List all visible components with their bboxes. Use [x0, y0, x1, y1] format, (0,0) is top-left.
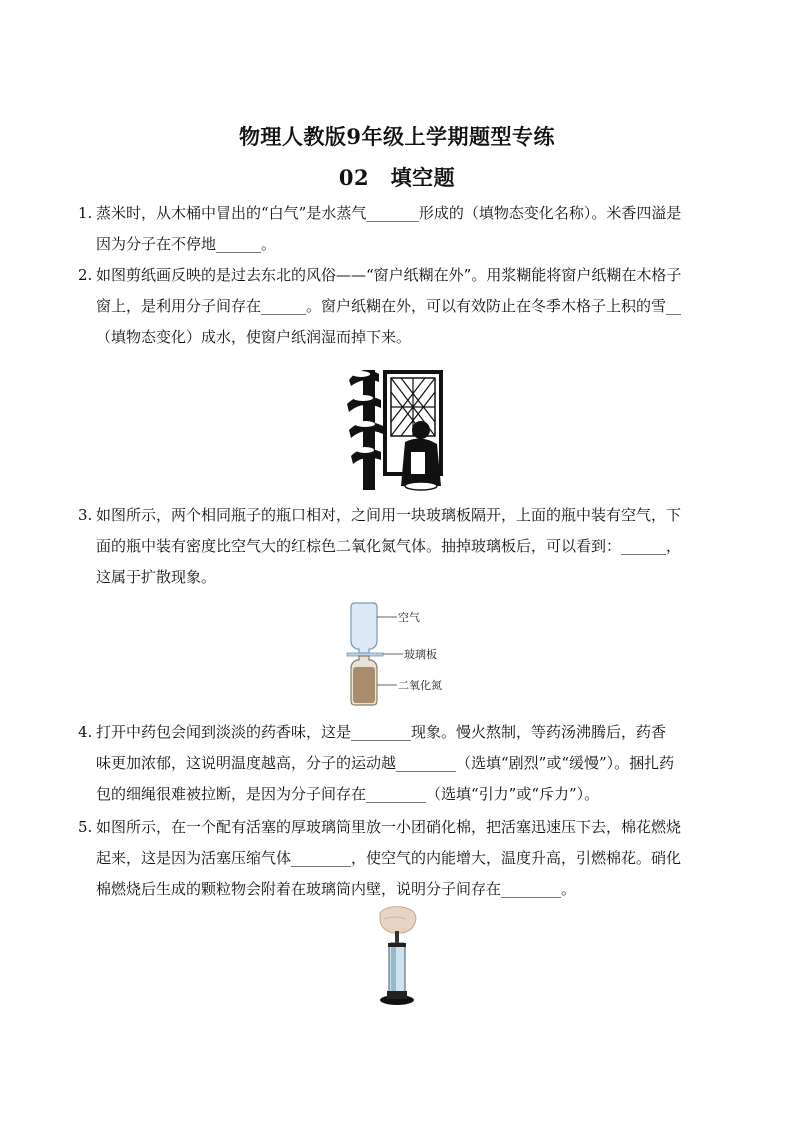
question-line: 如图所示，在一个配有活塞的厚玻璃筒里放一小团硝化棉，把活塞迅速压下去，棉花燃烧 — [96, 818, 682, 836]
question-4 — [78, 717, 728, 810]
question-line: 味更加浓郁，这说明温度越高，分子的运动越________（选填“剧烈”或“缓慢”）。捆扎药 — [96, 754, 675, 772]
page-title: 物理人教版9年级上学期题型专练 — [238, 124, 556, 149]
section-title: 02 填空题 — [338, 165, 456, 190]
question-line: 蒸米时，从木桶中冒出的“白气”是水蒸气_______形成的（填物态变化名称）。米香四溢是 — [96, 204, 682, 222]
question-line: 如图所示，两个相同瓶子的瓶口相对，之间用一块玻璃板隔开，上面的瓶中装有空气，下 — [96, 506, 682, 524]
question-line: （填物态变化）成水，使窗户纸润湿而掉下来。 — [96, 328, 412, 346]
piston-tube-figure — [372, 905, 422, 1007]
question-5 — [78, 812, 728, 905]
question-number: 5. — [78, 818, 93, 836]
question-line: 打开中药包会闻到淡淡的药香味，这是________现象。慢火熬制，等药汤沸腾后，药香 — [96, 723, 667, 741]
question-line: 包的细绳很难被拉断，是因为分子间存在________（选填“引力”或“斥力”）。 — [96, 785, 600, 803]
question-line: 窗上，是利用分子间存在______。窗户纸糊在外，可以有效防止在冬季木格子上积的雪__ — [96, 297, 682, 315]
question-line: 棉燃烧后生成的颗粒物会附着在玻璃筒内壁，说明分子间存在________。 — [96, 880, 577, 898]
question-line: 面的瓶中装有密度比空气大的红棕色二氧化氮气体。抽掉玻璃板后，可以看到：______， — [96, 537, 682, 555]
question-number: 2. — [78, 266, 93, 284]
label-air: 空气 — [398, 611, 420, 624]
question-line: 因为分子在不停地______。 — [96, 235, 277, 253]
label-no2: 二氧化氮 — [398, 679, 442, 692]
question-number: 3. — [78, 506, 93, 524]
question-2 — [78, 260, 728, 353]
papercut-window-figure — [345, 360, 450, 492]
question-3 — [78, 500, 728, 593]
question-line: 这属于扩散现象。 — [96, 568, 217, 586]
question-number: 4. — [78, 723, 93, 741]
question-number: 1. — [78, 204, 93, 222]
label-glass-plate: 玻璃板 — [404, 648, 437, 661]
question-line: 如图剪纸画反映的是过去东北的风俗——“窗户纸糊在外”。用浆糊能将窗户纸糊在木格子 — [96, 266, 682, 284]
question-1 — [78, 198, 728, 260]
diffusion-bottles-figure — [345, 601, 455, 707]
question-line: 起来，这是因为活塞压缩气体________，使空气的内能增大，温度升高，引燃棉花。硝化 — [96, 849, 682, 867]
